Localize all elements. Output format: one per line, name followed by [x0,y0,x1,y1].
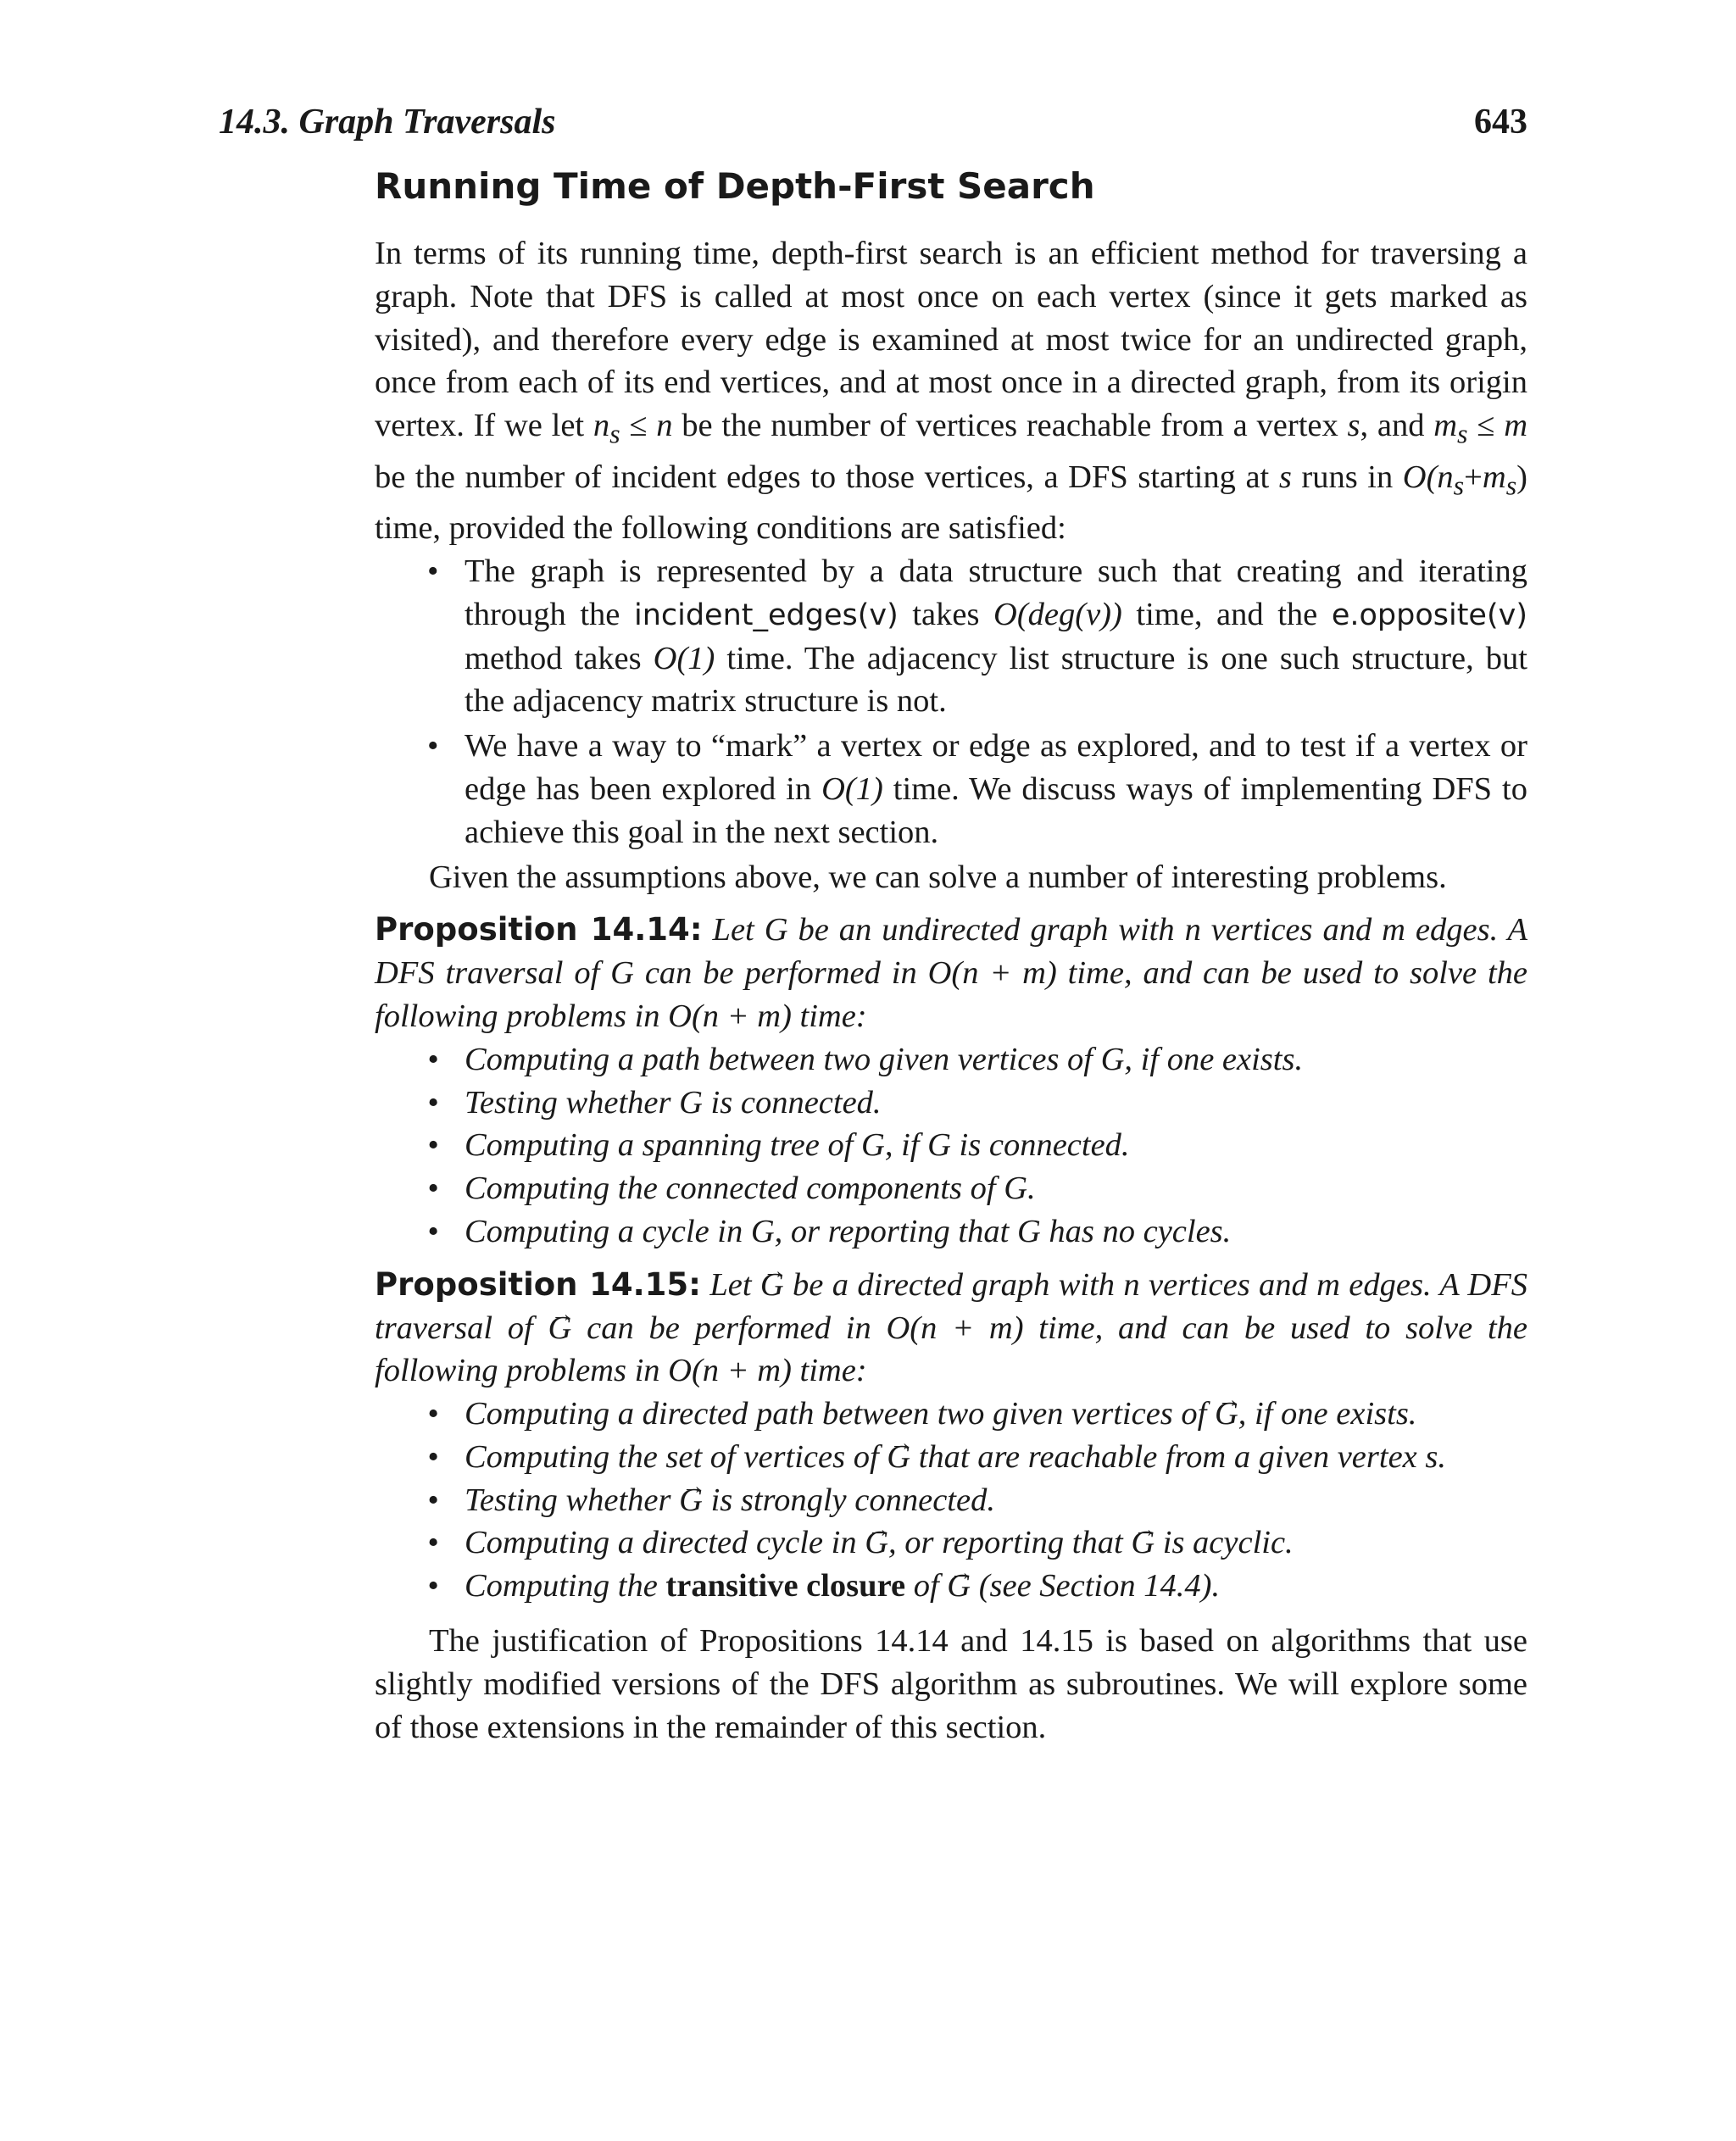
paragraph-justification: The justification of Propositions 14.14 and 14.15 is based on algorithms that use slightly modified versions of the DFS algorithm as subroutines. We will explore some of those extensions in the remainder of this section. [375,1623,1527,1745]
paragraph-assumptions: Given the assumptions above, we can solve a number of interesting problems. [429,859,1447,895]
list-item: • Computing a directed path between two given vertices of G →, if one exists. [375,1393,1527,1436]
proposition-14-15-list [375,1393,1527,1608]
paragraph-running-time: In terms of its running time, depth-first search is an efficient method for traversing a graph. Note that DFS is called at most once on each vertex (since it gets marked as visited), and therefore every edge is examined at most twice for an undirected graph, once from each of its end vertices, and at most once in a directed graph, from its origin vertex. If we let $n_s \le n$ be the number of vertices reachable from a vertex s, and $m_s \le m$ be the number of incident edges to those vertices, a DFS starting at s runs in $O(n_s+m_s)$ time, provided the following conditions are satisfied: [375,236,1527,547]
list-item: • Computing the set of vertices of G → that are reachable from a given vertex s. [375,1436,1527,1479]
main-text [375,232,1527,1749]
list-item: • Computing a path between two given vertices of G, if one exists. [375,1038,1527,1082]
list-item: • Testing whether G → is strongly connected. [375,1479,1527,1522]
proposition-14-14: Proposition 14.14: Let G be an undirected graph with n vertices and m edges. A DFS traversal of G can be performed in O(n + m) time, and can be used to solve the following problems in O(n + m) time: [375,911,1527,1034]
condition-item: • The graph is represented by a data structure such that creating and iterating through the incident_edges(v) takes O(deg(v)) time, and the e.opposite(v) method takes O(1) time. The adjacency list structure is one such structure, but the adjacency matrix structure is not. [375,550,1527,723]
proposition-14-14-list [375,1038,1527,1254]
list-item: • Computing the connected components of G. [375,1167,1527,1210]
list-item: • Computing a cycle in G, or reporting that G has no cycles. [375,1210,1527,1254]
condition-item: • We have a way to “mark” a vertex or edge as explored, and to test if a vertex or edge has been explored in O(1) time. We discuss ways of implementing DFS to achieve this goal in the next section. [375,725,1527,854]
proposition-label: Proposition 14.14: [375,911,703,948]
list-item: • Computing a directed cycle in G →, or reporting that G → is acyclic. [375,1521,1527,1565]
conditions-list [375,550,1527,854]
running-header-title: 14.3. Graph Traversals [219,103,556,142]
list-item: • Computing the transitive closure of G → (see Section 14.4). [375,1565,1527,1608]
term-transitive-closure: transitive closure [665,1568,906,1604]
section-title: Running Time of Depth-First Search [375,165,1095,207]
code-opposite: e.opposite(v) [1331,598,1527,632]
page-number: 643 [1474,103,1527,142]
list-item: • Testing whether G is connected. [375,1082,1527,1125]
proposition-label: Proposition 14.15: [375,1265,701,1303]
code-incident-edges: incident_edges(v) [633,598,899,632]
list-item: • Computing a spanning tree of G, if G is connected. [375,1124,1527,1167]
proposition-14-15: Proposition 14.15: Let G → be a directed graph with n vertices and m edges. A DFS traversal of G → can be performed in O(n + m) time, and can be used to solve the following problems in O(n + m) time: [375,1264,1527,1393]
